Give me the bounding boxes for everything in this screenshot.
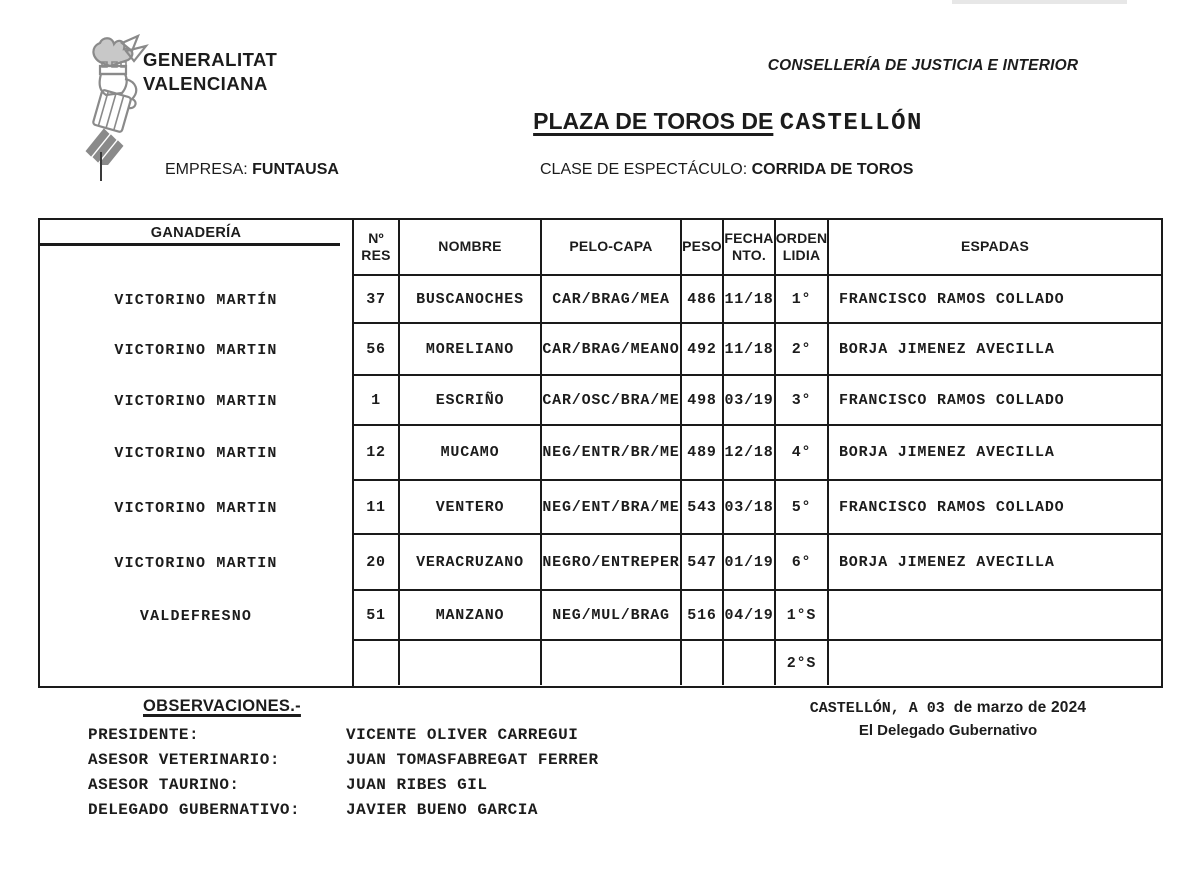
- official-row: [88, 772, 599, 797]
- officials-list: [88, 722, 599, 822]
- num-cell: 37: [354, 276, 400, 324]
- nombre-cell: MUCAMO: [400, 426, 542, 481]
- peso-cell: 547: [682, 535, 724, 591]
- cartel-table: [38, 218, 1163, 688]
- pelo-cell: NEGRO/ENTREPER: [542, 535, 682, 591]
- ganaderia-cell: [40, 641, 352, 685]
- ganaderia-header: [40, 220, 352, 276]
- orden-cell: 2°: [776, 324, 829, 376]
- num-cell: 1: [354, 376, 400, 426]
- ganaderia-header-underline: [40, 243, 340, 246]
- place-date-mono: CASTELLÓN, A 03: [809, 700, 945, 717]
- official-row: [88, 747, 599, 772]
- nombre-cell: VENTERO: [400, 481, 542, 535]
- pelo-cell: NEG/ENT/BRA/ME: [542, 481, 682, 535]
- signer-title: El Delegado Gubernativo: [858, 722, 1038, 739]
- espada-cell: [829, 641, 1161, 685]
- org-name-line2: VALENCIANA: [143, 73, 268, 94]
- empresa-label: EMPRESA:: [165, 161, 248, 178]
- table-row: [354, 591, 1161, 641]
- peso-cell: 486: [682, 276, 724, 324]
- page-title: [488, 108, 968, 137]
- col-header-orden: ORDEN LIDIA: [776, 220, 829, 276]
- table-row: [354, 481, 1161, 535]
- ganaderia-header-label: GANADERÍA: [150, 225, 242, 241]
- ganaderia-cell: VICTORINO MARTÍN: [114, 291, 278, 309]
- clase-line: [540, 161, 913, 179]
- orden-cell: 6°: [776, 535, 829, 591]
- peso-cell: [682, 641, 724, 685]
- orden-cell: 1°: [776, 276, 829, 324]
- num-cell: 12: [354, 426, 400, 481]
- num-cell: [354, 641, 400, 685]
- orden-cell: 1°S: [776, 591, 829, 641]
- orden-cell: 4°: [776, 426, 829, 481]
- conselleria-title: CONSELLERÍA DE JUSTICIA E INTERIOR: [767, 57, 1079, 74]
- espada-cell: FRANCISCO RAMOS COLLADO: [829, 481, 1161, 535]
- table-row: [354, 535, 1161, 591]
- empresa-line: [165, 161, 339, 179]
- ganaderia-cell: VICTORINO MARTIN: [114, 445, 278, 462]
- pelo-cell: NEG/ENTR/BR/ME: [542, 426, 682, 481]
- ganaderia-cell: VALDEFRESNO: [139, 607, 253, 625]
- espada-cell: BORJA JIMENEZ AVECILLA: [829, 426, 1161, 481]
- scan-artifact: [952, 0, 1127, 4]
- page-title-underlined: PLAZA DE TOROS DE: [533, 108, 774, 134]
- table-row: [354, 276, 1161, 324]
- fecha-cell: 11/18: [724, 324, 776, 376]
- official-label: ASESOR TAURINO:: [88, 775, 240, 794]
- ganaderia-column: [40, 220, 354, 686]
- official-label: PRESIDENTE:: [88, 725, 200, 744]
- official-label: DELEGADO GUBERNATIVO:: [88, 800, 301, 819]
- nombre-cell: MANZANO: [400, 591, 542, 641]
- official-value: JUAN RIBES GIL: [346, 775, 488, 794]
- org-name: [143, 48, 277, 96]
- table-row: [354, 426, 1161, 481]
- pelo-cell: NEG/MUL/BRAG: [542, 591, 682, 641]
- fecha-cell: 04/19: [724, 591, 776, 641]
- col-header-pelo: PELO-CAPA: [542, 220, 682, 276]
- pelo-cell: CAR/OSC/BRA/ME: [542, 376, 682, 426]
- nombre-cell: BUSCANOCHES: [400, 276, 542, 324]
- table-row: [354, 324, 1161, 376]
- official-value: VICENTE OLIVER CARREGUI: [346, 725, 579, 744]
- orden-cell: 3°: [776, 376, 829, 426]
- fecha-cell: 03/18: [724, 481, 776, 535]
- num-cell: 56: [354, 324, 400, 376]
- empresa-value: FUNTAUSA: [252, 161, 339, 178]
- num-cell: 20: [354, 535, 400, 591]
- peso-cell: 498: [682, 376, 724, 426]
- official-row: [88, 797, 599, 822]
- nombre-cell: [400, 641, 542, 685]
- ganaderia-cell: VICTORINO MARTIN: [114, 392, 278, 410]
- table-row: [354, 641, 1161, 685]
- peso-cell: 543: [682, 481, 724, 535]
- col-header-nombre: NOMBRE: [400, 220, 542, 276]
- fecha-cell: 03/19: [724, 376, 776, 426]
- espada-cell: BORJA JIMENEZ AVECILLA: [829, 535, 1161, 591]
- orden-cell: 5°: [776, 481, 829, 535]
- pelo-cell: [542, 641, 682, 685]
- col-header-num: Nº RES: [354, 220, 400, 276]
- espada-cell: FRANCISCO RAMOS COLLADO: [829, 376, 1161, 426]
- ganaderia-cell: VICTORINO MARTIN: [114, 499, 278, 517]
- fecha-cell: 11/18: [724, 276, 776, 324]
- col-header-fecha: FECHA NTO.: [724, 220, 776, 276]
- place-date: [780, 699, 1116, 717]
- col-header-espadas: ESPADAS: [829, 220, 1161, 276]
- num-cell: 11: [354, 481, 400, 535]
- table-body: [354, 220, 1161, 686]
- espada-cell: [829, 591, 1161, 641]
- table-row: [354, 376, 1161, 426]
- place-date-sans: de marzo de 2024: [953, 699, 1087, 716]
- peso-cell: 492: [682, 324, 724, 376]
- pelo-cell: CAR/BRAG/MEA: [542, 276, 682, 324]
- official-value: JAVIER BUENO GARCIA: [346, 800, 538, 819]
- espada-cell: BORJA JIMENEZ AVECILLA: [829, 324, 1161, 376]
- fecha-cell: 01/19: [724, 535, 776, 591]
- peso-cell: 516: [682, 591, 724, 641]
- official-row: [88, 722, 599, 747]
- nombre-cell: ESCRIÑO: [400, 376, 542, 426]
- col-header-peso: PESO: [682, 220, 724, 276]
- date-signature-block: [780, 699, 1116, 739]
- num-cell: 51: [354, 591, 400, 641]
- official-label: ASESOR VETERINARIO:: [88, 750, 280, 769]
- page-title-city: CASTELLÓN: [779, 110, 923, 137]
- table-header-row: [354, 220, 1161, 276]
- fecha-cell: 12/18: [724, 426, 776, 481]
- espada-cell: FRANCISCO RAMOS COLLADO: [829, 276, 1161, 324]
- nombre-cell: MORELIANO: [400, 324, 542, 376]
- pelo-cell: CAR/BRAG/MEANO: [542, 324, 682, 376]
- observaciones-heading: OBSERVACIONES.-: [143, 697, 301, 715]
- org-name-line1: GENERALITAT: [143, 49, 278, 70]
- clase-label: CLASE DE ESPECTÁCULO:: [540, 161, 748, 178]
- ganaderia-cell: VICTORINO MARTIN: [114, 554, 278, 572]
- clase-value: CORRIDA DE TOROS: [751, 161, 914, 178]
- fecha-cell: [724, 641, 776, 685]
- orden-cell: 2°S: [776, 641, 829, 685]
- nombre-cell: VERACRUZANO: [400, 535, 542, 591]
- official-value: JUAN TOMASFABREGAT FERRER: [346, 750, 599, 769]
- peso-cell: 489: [682, 426, 724, 481]
- ganaderia-cell: VICTORINO MARTIN: [114, 341, 278, 359]
- scan-tick-mark: [100, 152, 102, 181]
